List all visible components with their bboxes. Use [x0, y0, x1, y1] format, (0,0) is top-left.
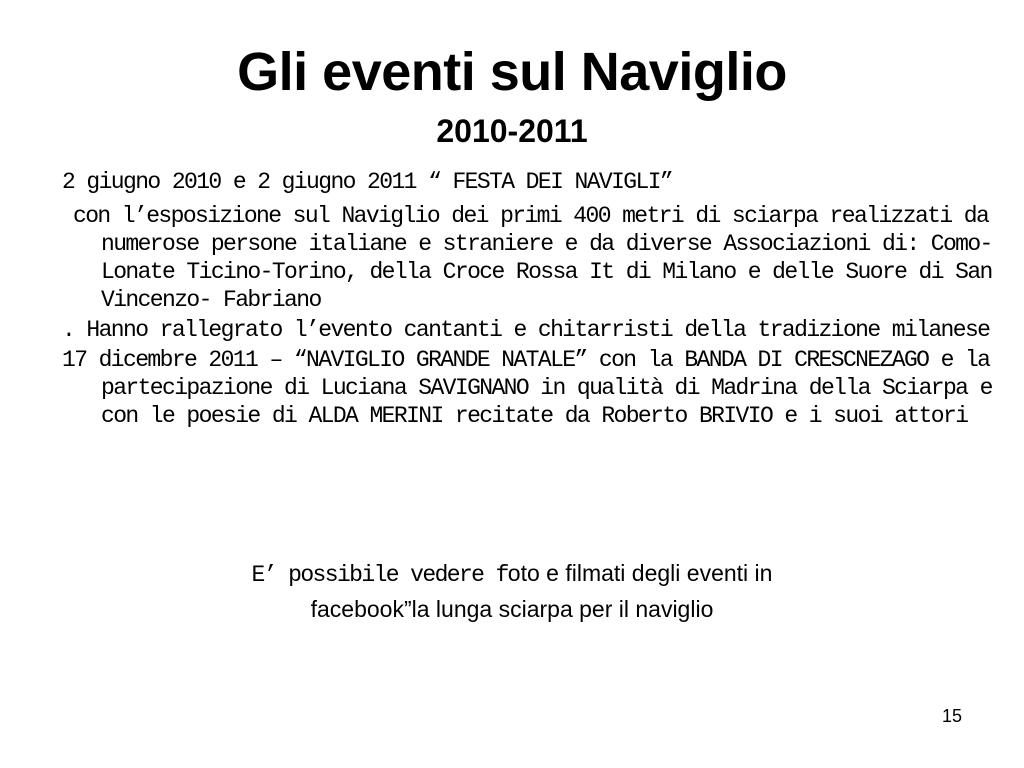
text-fragment: e con le poesie di: [101, 375, 992, 429]
role-name: Madrina della Sciarpa: [711, 375, 968, 401]
caption-line-2: facebook”la lunga sciarpa per il naviglio: [310, 596, 714, 622]
event-heading: 2 giugno 2010 e 2 giugno 2011 “ FESTA DEI NAVIGLI”: [62, 169, 673, 195]
band-name: BANDA DI CRESCNEZAGO: [684, 347, 929, 373]
performer-name: Roberto BRIVIO: [601, 403, 773, 429]
person-name: Luciana SAVIGNANO: [320, 375, 529, 401]
slide-body: [62, 168, 992, 430]
slide-subtitle: 2010-2011: [436, 113, 588, 149]
slide-title: Gli eventi sul Naviglio: [237, 42, 787, 102]
text-fragment: con la: [586, 347, 685, 373]
text-fragment: in qualità di: [528, 375, 712, 401]
paragraph-christmas-event: [62, 346, 992, 430]
caption-fragment: E’ possibile vedere f: [251, 562, 508, 588]
text-fragment: e i suoi attori: [772, 403, 968, 429]
christmas-event-title: 17 dicembre 2011 – “NAVIGLIO GRANDE NATALE”: [62, 347, 587, 373]
paragraph-singers: . Hanno rallegrato l’evento cantanti e chitarristi della tradizione milanese: [62, 317, 990, 343]
caption-fragment: oto e filmati degli eventi in: [507, 560, 773, 586]
page-number: 15: [941, 706, 962, 726]
slide-caption: [0, 556, 1024, 626]
text-fragment: e la partecipazione di: [101, 347, 990, 401]
text-fragment: INI recitate da: [406, 403, 602, 429]
caption-line-1: [0, 556, 1024, 592]
poet-name: ALDA MER: [308, 403, 407, 429]
paragraph-exhibition: con l’esposizione sul Naviglio dei primi 400 metri di sciarpa realizzati da numerose persone italiane e straniere e da diverse Associazioni di: Como- Lonate Ticino-Torino, della Croce Rossa It di Milano e delle Suore di San Vincenzo- Fabriano: [73, 203, 992, 313]
